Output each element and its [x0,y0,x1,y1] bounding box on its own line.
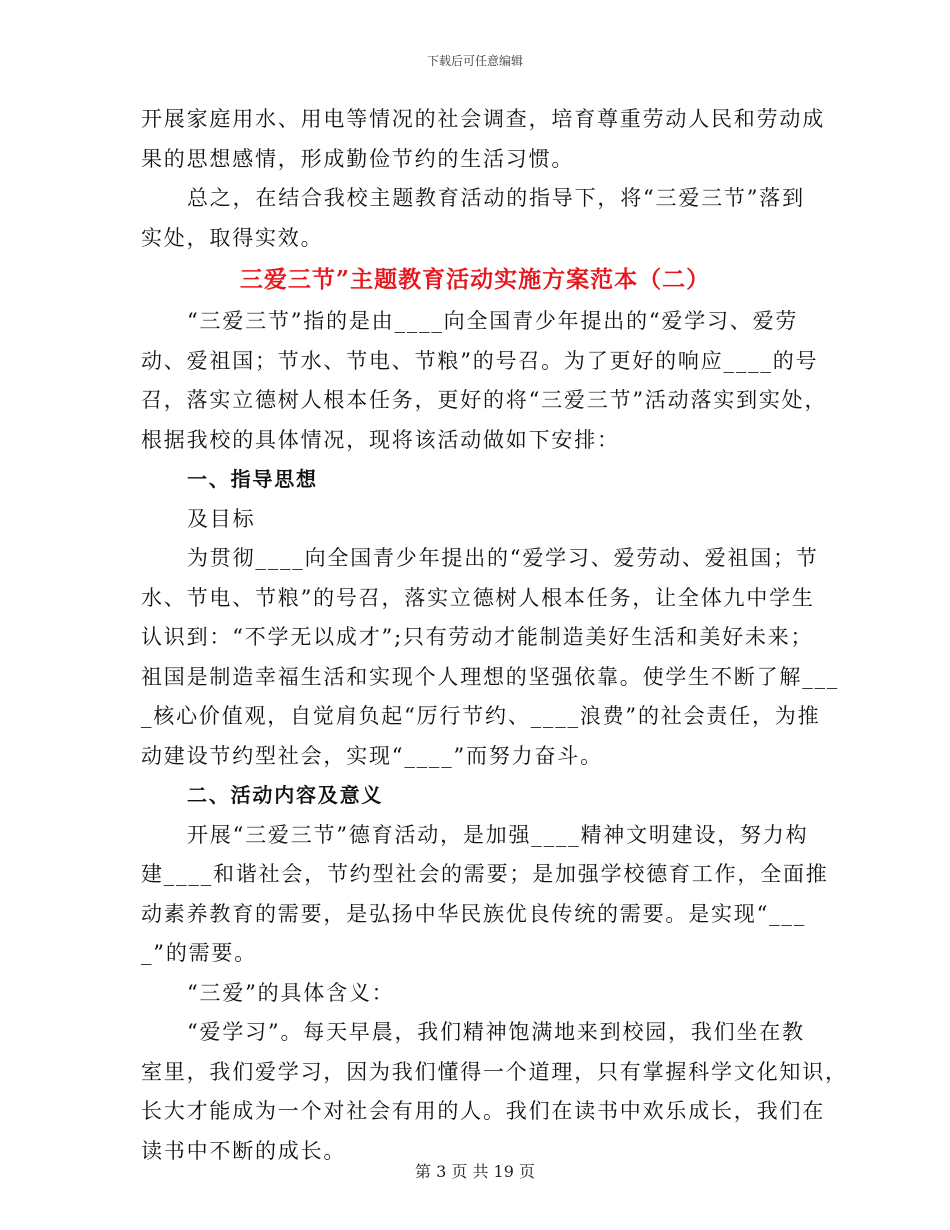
paragraph-line: “三爱三节”指的是由____向全国青少年提出的“爱学习、爱劳 [187,309,799,333]
paragraph-line: 动素养教育的需要，是弘扬中华民族优良传统的需要。是实现“___ [141,901,807,926]
paragraph-line: _核心价值观，自觉肩负起“厉行节约、____浪费”的社会责任，为推 [141,704,821,728]
paragraph-line: 果的思想感情，形成勤俭节约的生活习惯。 [141,146,575,171]
paragraph-line: 动、爱祖国；节水、节电、节粮”的号召。为了更好的响应____的号 [141,348,819,373]
document-body [141,100,848,1171]
section-title: 三爱三节”主题教育活动实施方案范本（二） [239,266,711,293]
paragraph-line: 开展家庭用水、用电等情况的社会调查，培育尊重劳动人民和劳动成 [141,107,825,131]
paragraph-line: 实处，取得实效。 [141,225,324,250]
paragraph-line: 建____和谐社会，节约型社会的需要；是加强学校德育工作，全面推 [141,862,829,886]
page-number: 第 3 页 共 19 页 [415,1162,535,1181]
paragraph-line: 室里，我们爱学习，因为我们懂得一个道理，只有掌握科学文化知识， [141,1059,848,1084]
paragraph-line: 为贯彻____向全国青少年提出的“爱学习、爱劳动、爱祖国；节 [187,546,819,570]
paragraph-line: 开展“三爱三节”德育活动，是加强____精神文明建设，努力构 [187,822,809,847]
paragraph-line: 根据我校的具体情况，现将该活动做如下安排： [141,427,620,452]
paragraph-line: “三爱”的具体含义： [187,980,395,1005]
paragraph-line: 认识到：“不学无以成才”;只有劳动才能制造美好生活和美好未来； [141,625,814,649]
paragraph-line: _”的需要。 [141,941,258,965]
paragraph-line: “爱学习”。每天早晨，我们精神饱满地来到校园，我们坐在教 [187,1020,805,1044]
paragraph-line: 及目标 [187,506,256,531]
paragraph-line: 水、节电、节粮”的号召，落实立德树人根本任务，让全体九中学生 [141,585,815,610]
header-note: 下载后可任意编辑 [426,54,523,68]
paragraph-line: 祖国是制造幸福生活和实现个人理想的坚强依靠。使学生不断了解___ [141,664,840,689]
paragraph-line: 总之，在结合我校主题教育活动的指导下，将“三爱三节”落到 [187,186,805,210]
heading-guiding-thought: 一、指导思想 [187,467,318,491]
paragraph-line: 读书中不断的成长。 [141,1138,347,1163]
paragraph-line: 动建设节约型社会，实现“____”而努力奋斗。 [141,743,603,768]
heading-activity-content: 二、活动内容及意义 [187,783,384,807]
paragraph-line: 召，落实立德树人根本任务，更好的将“三爱三节”活动落实到实处， [141,388,828,412]
paragraph-line: 长大才能成为一个对社会有用的人。我们在读书中欢乐成长，我们在 [141,1099,825,1123]
